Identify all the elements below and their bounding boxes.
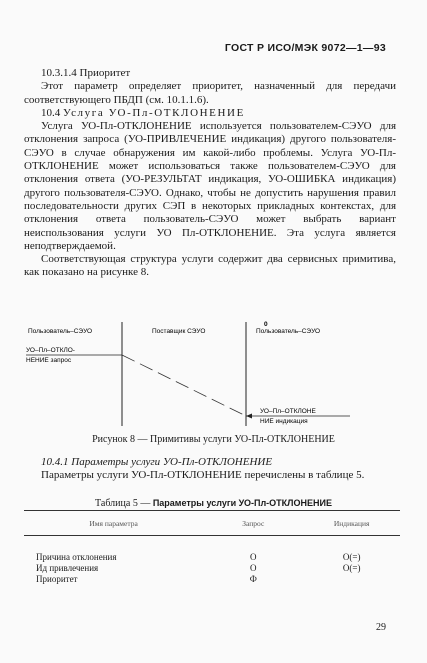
figure-marker: 0 [264,321,268,328]
table-row [24,563,400,574]
table-cell: Приоритет [36,574,78,584]
table-header-row [24,511,400,536]
section-10-3-1-4-text: Этот параметр определяет приоритет, назначенный для передачи соответствующего ПБДП (см. 10.1.1.6). [24,80,396,106]
request-label-line-2: НЕНИЕ запрос [26,357,72,364]
column-user-left: Пользователь–СЭУО [28,328,93,335]
section-10-4-heading: 10.4 Услуга УО-Пл-ОТКЛОНЕНИЕ [41,106,245,119]
indication-label-line-2: НИЕ индикация [260,418,308,425]
provider-transfer-line [122,355,246,416]
section-10-4-paragraph-2: Соответствующая структура услуги содержит два сервисных примитива, как показано на рисунке 8. [24,253,396,279]
main-text [24,67,396,280]
table-cell: Ф [249,574,257,584]
table-5-caption: Таблица 5 — Параметры услуги УО-Пл-ОТКЛОНЕНИЕ [95,498,332,509]
table-cell: О [250,563,257,573]
section-10-4-1 [24,456,396,483]
document-header: ГОСТ Р ИСО/МЭК 9072—1—93 [224,42,386,54]
table-cell: О(=) [342,563,361,573]
table-cell [303,574,400,585]
table-cell: О [250,552,257,562]
section-10-4-1-heading: 10.4.1 Параметры услуги УО-Пл-ОТКЛОНЕНИЕ [41,456,273,468]
table-5 [24,510,400,585]
table-cell: О(=) [342,552,361,562]
table-row [24,574,400,585]
section-10-4-paragraph-1: Услуга УО-Пл-ОТКЛОНЕНИЕ используется пользователем-СЭУО для отклонения запроса (УО-ПРИВЛЕЧЕНИЕ индикация) другого пользователя-СЭУО в случае обнаружения им какой-либо проблемы. Услуга УО-Пл-ОТКЛОНЕНИЕ может использоваться также пользователем-СЭУО для отклонения ответа (УО-РЕЗУЛЬТАТ индикация, УО-ОШИБКА индикация) другого пользователя-СЭУО. Однако, чтобы не допустить нарушения правил последовательности других СЭП в некоторых прикладных контекстах, для отклонения ответа пользователь-СЭУО может выбрать вариант неиспользования услуги УО Пл-ОТКЛОНЕНИЕ. Эта услуга является неподтверждаемой. [24,120,396,252]
section-10-3-1-4-heading: 10.3.1.4 Приоритет [41,67,131,79]
indication-label-line-1: УО–Пл–ОТКЛОНЕ [260,408,316,415]
header-request: Запрос [203,511,303,536]
header-parameter-name: Имя параметра [24,511,203,536]
table-cell: Ид привлечения [36,563,99,573]
section-10-4-1-text: Параметры услуги УО-Пл-ОТКЛОНЕНИЕ перечислены в таблице 5. [41,469,365,482]
indication-arrowhead [246,414,252,419]
column-user-right: Пользователь–СЭУО [256,328,321,335]
table-row [24,536,400,564]
request-label-line-1: УО–Пл–ОТКЛО- [26,347,75,354]
figure-8-caption: Рисунок 8 — Примитивы услуги УО-Пл-ОТКЛОНЕНИЕ [92,434,335,445]
header-indication: Индикация [303,511,400,536]
page-number: 29 [376,622,386,633]
table-cell: Причина отклонения [36,552,117,562]
figure-8-diagram [24,318,399,430]
column-provider: Поставщик СЭУО [152,328,206,335]
section-10-4-title: Услуга УО-Пл-ОТКЛОНЕНИЕ [63,106,245,119]
